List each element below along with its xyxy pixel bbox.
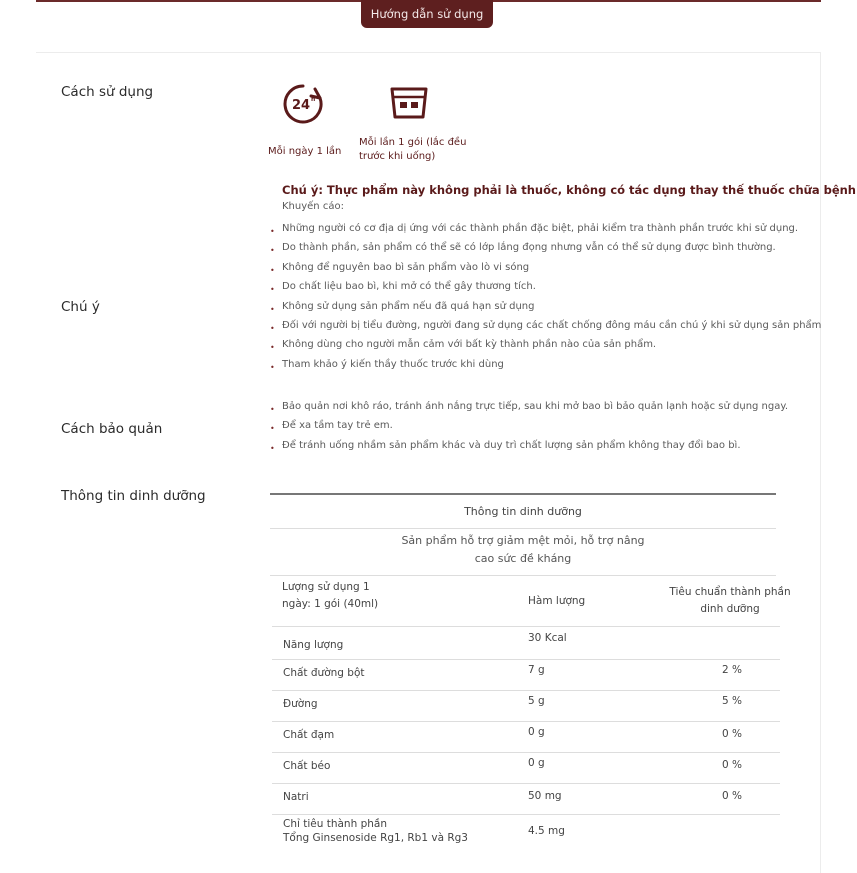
section-label-nutrition: Thông tin dinh dưỡng: [61, 488, 206, 504]
column-header-standard-line1: Tiêu chuẩn thành phần: [669, 586, 791, 598]
table-row: [272, 659, 780, 691]
list-item: • Bảo quản nơi khô ráo, tránh ánh nắng trực tiếp, sau khi mở bao bì bảo quản lạnh hoặc sử dụng ngay.: [270, 398, 788, 417]
row-standard: 5 %: [722, 695, 742, 707]
nutrition-table-title: Thông tin dinh dưỡng: [270, 493, 776, 529]
storage-list: [270, 398, 788, 456]
description-line1: Sản phẩm hỗ trợ giảm mệt mỏi, hỗ trợ nâng: [401, 534, 645, 547]
column-header-serving-line1: Lượng sử dụng 1: [282, 581, 370, 593]
table-row: [272, 721, 780, 753]
list-item: • Tham khảo ý kiến thầy thuốc trước khi dùng: [270, 356, 821, 375]
tab-usage-guide[interactable]: Hướng dẫn sử dụng: [361, 0, 493, 28]
row-name-line1: Chỉ tiêu thành phần: [283, 818, 387, 830]
table-row: [272, 752, 780, 784]
row-amount: 4.5 mg: [528, 825, 565, 837]
list-item: • Do chất liệu bao bì, khi mở có thể gây thương tích.: [270, 278, 821, 297]
row-amount: 30 Kcal: [528, 632, 567, 644]
table-row: [272, 783, 780, 815]
list-item: • Để xa tầm tay trẻ em.: [270, 417, 788, 436]
column-header-serving-line2: ngày: 1 gói (40ml): [282, 598, 379, 610]
list-item: • Không để nguyên bao bì sản phẩm vào lò vi sóng: [270, 259, 821, 278]
row-name: Chất đạm: [283, 729, 335, 741]
list-item: • Để tránh uống nhầm sản phẩm khác và duy trì chất lượng sản phẩm không thay đổi bao bì.: [270, 437, 788, 456]
warning-subtitle: Khuyến cáo:: [282, 201, 344, 212]
svg-text:h: h: [311, 96, 316, 103]
usage-dose-caption-line1: Mỗi lần 1 gói (lắc đều: [359, 137, 467, 148]
row-amount: 5 g: [528, 695, 545, 707]
row-amount: 7 g: [528, 664, 545, 676]
24h-clock-icon: [282, 83, 324, 129]
row-name: Đường: [283, 698, 318, 710]
row-amount: 0 g: [528, 757, 545, 769]
section-label-notes: Chú ý: [61, 299, 100, 315]
column-header-standard: [668, 584, 792, 618]
column-header-standard-line2: dinh dưỡng: [700, 603, 760, 615]
row-standard: 0 %: [722, 790, 742, 802]
description-line2: cao sức đề kháng: [474, 552, 572, 565]
row-name: Chất béo: [283, 760, 331, 772]
section-label-usage: Cách sử dụng: [61, 84, 154, 100]
list-item: • Không dùng cho người mẫn cảm với bất kỳ thành phần nào của sản phẩm.: [270, 336, 821, 355]
column-header-amount: Hàm lượng: [528, 595, 586, 607]
warning-title: Chú ý: Thực phẩm này không phải là thuốc, không có tác dụng thay thế thuốc chữa bệnh: [282, 183, 856, 197]
list-item: • Đối với người bị tiểu đường, người đang sử dụng các chất chống đông máu cần chú ý khi sử dụng sản phẩm: [270, 317, 821, 336]
row-name: Chất đường bột: [283, 667, 365, 679]
row-name: Natri: [283, 791, 309, 803]
table-row: [272, 814, 780, 858]
row-name-line2: Tổng Ginsenoside Rg1, Rb1 và Rg3: [283, 832, 468, 844]
nutrition-table-description: [270, 528, 776, 576]
row-standard: 0 %: [722, 759, 742, 771]
table-row: [272, 626, 780, 660]
svg-text:24: 24: [291, 98, 311, 113]
section-label-storage: Cách bảo quản: [61, 421, 163, 437]
usage-frequency-caption: Mỗi ngày 1 lần: [268, 146, 342, 157]
row-standard: 2 %: [722, 664, 742, 676]
row-amount: 50 mg: [528, 790, 562, 802]
list-item: • Do thành phần, sản phẩm có thể sẽ có lớp lắng đọng nhưng vẫn có thể sử dụng được bình thường.: [270, 239, 821, 258]
column-header-serving: [282, 579, 378, 613]
usage-dose-caption-line2: trước khi uống): [359, 151, 436, 162]
row-amount: 0 g: [528, 726, 545, 738]
table-row: [272, 690, 780, 722]
glass-icon: [389, 86, 429, 124]
list-item: • Những người có cơ địa dị ứng với các thành phần đặc biệt, phải kiểm tra thành phần trước khi sử dụng.: [270, 220, 821, 239]
usage-dose-caption: [359, 136, 466, 164]
row-name: [283, 817, 468, 845]
row-name: Năng lượng: [283, 639, 344, 651]
warning-list: [270, 220, 821, 375]
list-item: • Không sử dụng sản phẩm nếu đã quá hạn sử dụng: [270, 298, 821, 317]
row-standard: 0 %: [722, 728, 742, 740]
